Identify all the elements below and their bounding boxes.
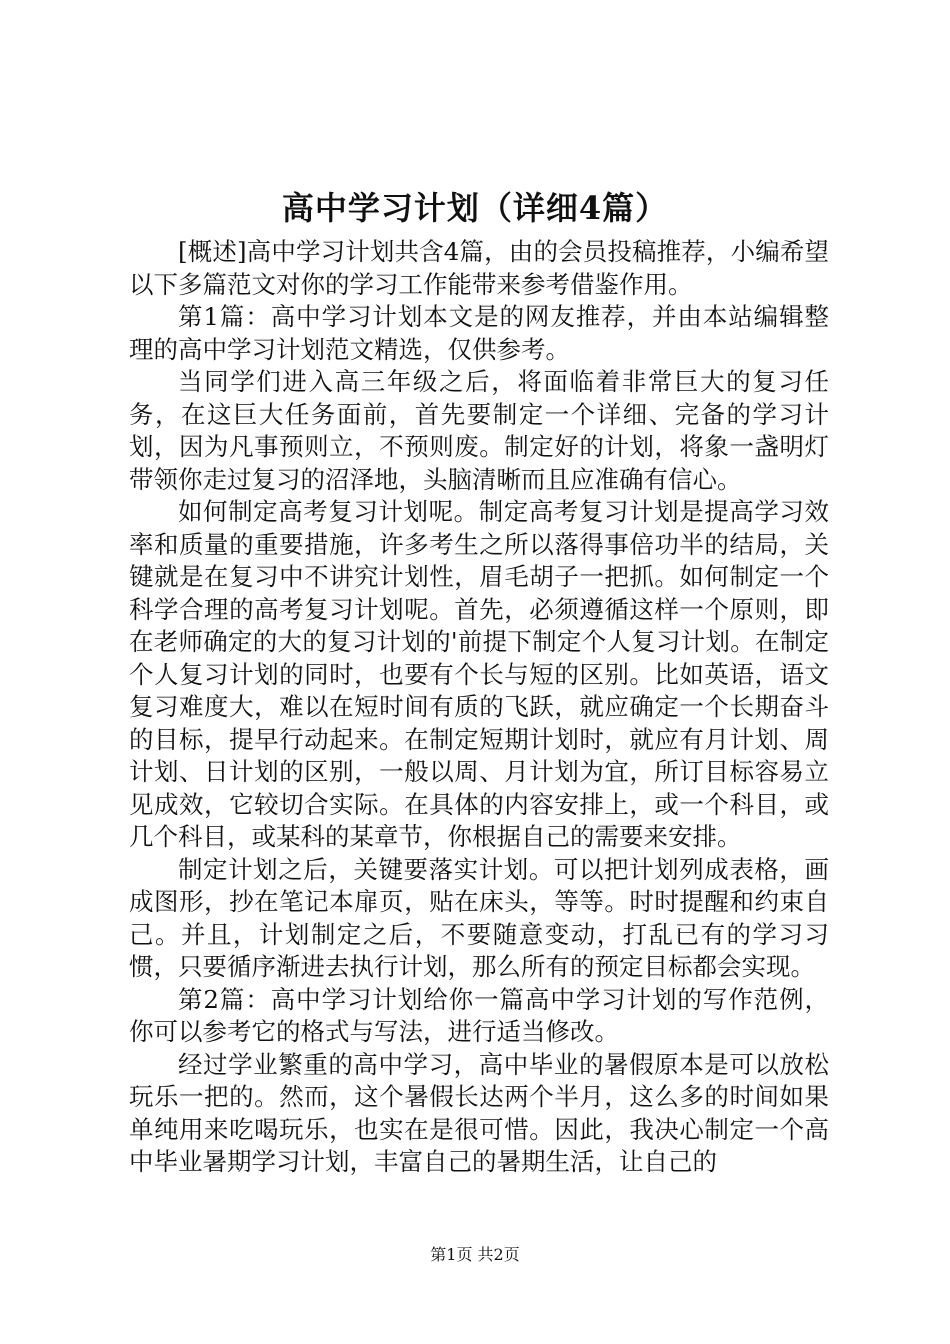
document-body: [129, 236, 829, 1179]
paragraph: 当同学们进入高三年级之后，将面临着非常巨大的复习任务，在这巨大任务面前，首先要制定一个详细、完备的学习计划，因为凡事预则立，不预则废。制定好的计划，将象一盏明灯带领你走过复习的沼泽地，头脑清晰而且应准确有信心。: [129, 367, 829, 494]
paragraph: 制定计划之后，关键要落实计划。可以把计划列成表格，画成图形，抄在笔记本扉页，贴在床头，等等。时时提醒和约束自己。并且，计划制定之后，不要随意变动，打乱已有的学习习惯，只要循序渐进去执行计划，那么所有的预定目标都会实现。: [129, 854, 829, 981]
paragraph-summary: [概述]高中学习计划共含4篇，由的会员投稿推荐，小编希望以下多篇范文对你的学习工作能带来参考借鉴作用。: [129, 237, 829, 299]
paragraph-part2-intro: 第2篇：高中学习计划给你一篇高中学习计划的写作范例，你可以参考它的格式与写法，进行适当修改。: [129, 984, 829, 1046]
paragraph-part1-intro: 第1篇：高中学习计划本文是的网友推荐，并由本站编辑整理的高中学习计划范文精选，仅供参考。: [129, 302, 829, 364]
page-number-footer: 第1页 共2页: [430, 1245, 520, 1264]
paragraph: 经过学业繁重的高中学习，高中毕业的暑假原本是可以放松玩乐一把的。然而，这个暑假长达两个半月，这么多的时间如果单纯用来吃喝玩乐，也实在是很可惜。因此，我决心制定一个高中毕业暑期学习计划，丰富自己的暑期生活，让自己的: [129, 1049, 829, 1176]
document-title: 高中学习计划（详细4篇）: [281, 189, 669, 227]
paragraph: 如何制定高考复习计划呢。制定高考复习计划是提高学习效率和质量的重要措施，许多考生之所以落得事倍功半的结局，关键就是在复习中不讲究计划性，眉毛胡子一把抓。如何制定一个科学合理的高考复习计划呢。首先，必须遵循这样一个原则，即在老师确定的大的复习计划的'前提下制定个人复习计划。在制定个人复习计划的同时，也要有个长与短的区别。比如英语，语文复习难度大，难以在短时间有质的飞跃，就应确定一个长期奋斗的目标，提早行动起来。在制定短期计划时，就应有月计划、周计划、日计划的区别，一般以周、月计划为宜，所订目标容易立见成效，它较切合实际。在具体的内容安排上，或一个科目，或几个科目，或某科的某章节，你根据自己的需要来安排。: [129, 497, 829, 851]
